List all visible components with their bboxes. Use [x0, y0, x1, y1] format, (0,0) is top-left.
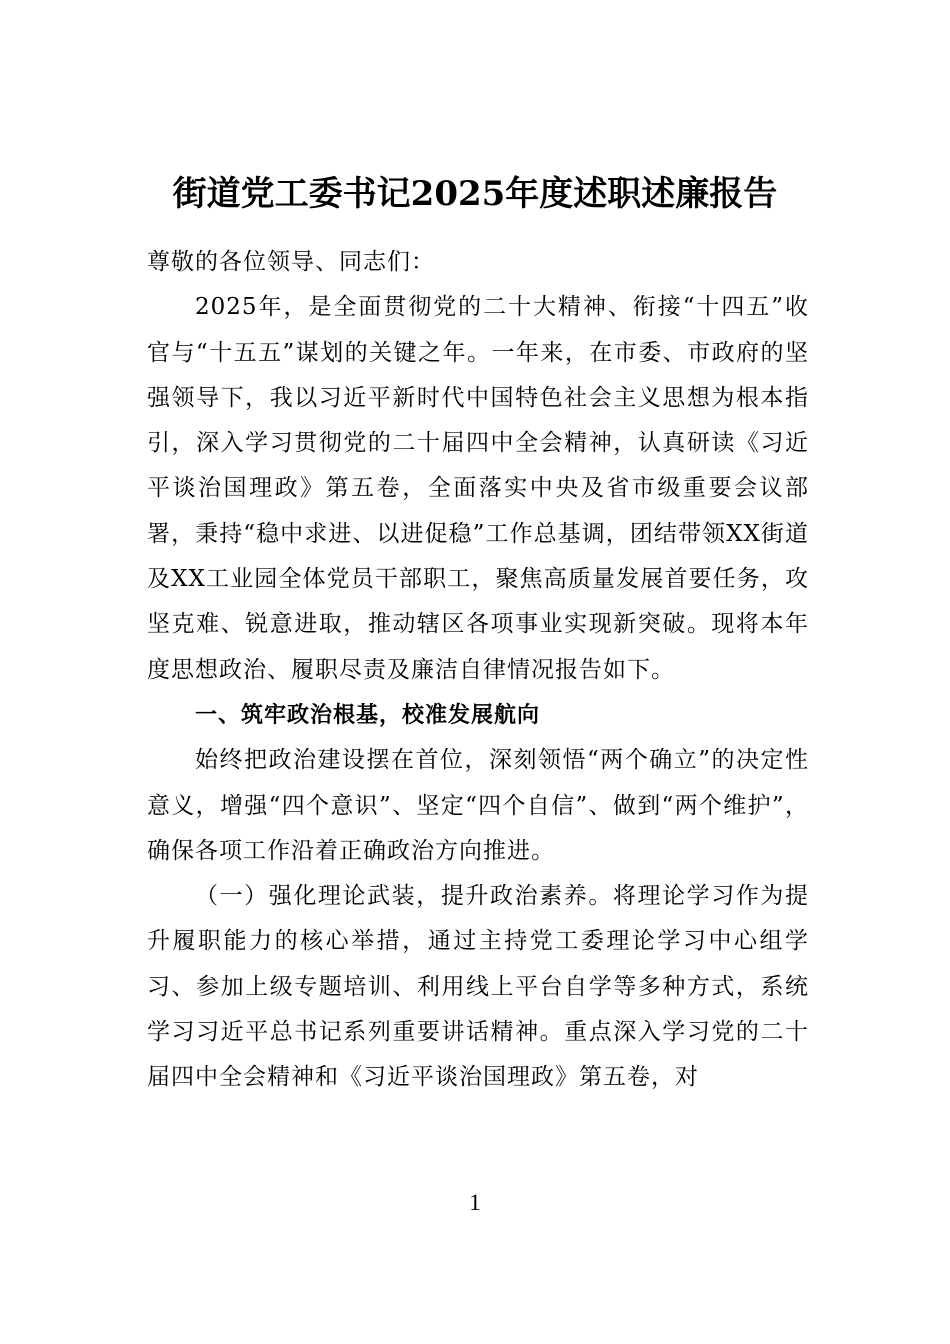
subsection-heading-1: （一）强化理论武装，提升政治素养。 [195, 883, 613, 910]
document-body [147, 240, 809, 1101]
section-heading-1: 一、筑牢政治根基，校准发展航向 [195, 702, 541, 728]
subsection-1-text: 将理论学习作为提升履职能力的核心举措，通过主持党工委理论学习中心组学习、参加上级专题培训、利用线上平台自学等多种方式，系统学习习近平总书记系列重要讲话精神。重点深入学习党的二十届四中全会精神和《习近平谈治国理政》第五卷，对 [147, 883, 810, 1091]
salutation: 尊敬的各位领导、同志们： [147, 249, 435, 275]
document-title: 街道党工委书记2025年度述职述廉报告 [172, 174, 778, 214]
page-number: 1 [469, 1190, 481, 1215]
intro-paragraph: 2025年，是全面贯彻党的二十大精神、衔接“十四五”收官与“十五五”谋划的关键之年。一年来，在市委、市政府的坚强领导下，我以习近平新时代中国特色社会主义思想为根本指引，深入学习贯彻党的二十届四中全会精神，认真研读《习近平谈治国理政》第五卷，全面落实中央及省市级重要会议部署，秉持“稳中求进、以进促稳”工作总基调，团结带领XX街道及XX工业园全体党员干部职工，聚焦高质量发展首要任务，攻坚克难、锐意进取，推动辖区各项事业实现新突破。现将本年度思想政治、履职尽责及廉洁自律情况报告如下。 [147, 294, 809, 683]
subsection-1-paragraph [147, 874, 809, 1100]
section-1-paragraph: 始终把政治建设摆在首位，深刻领悟“两个确立”的决定性意义，增强“四个意识”、坚定“四个自信”、做到“两个维护”，确保各项工作沿着正确政治方向推进。 [147, 747, 809, 864]
